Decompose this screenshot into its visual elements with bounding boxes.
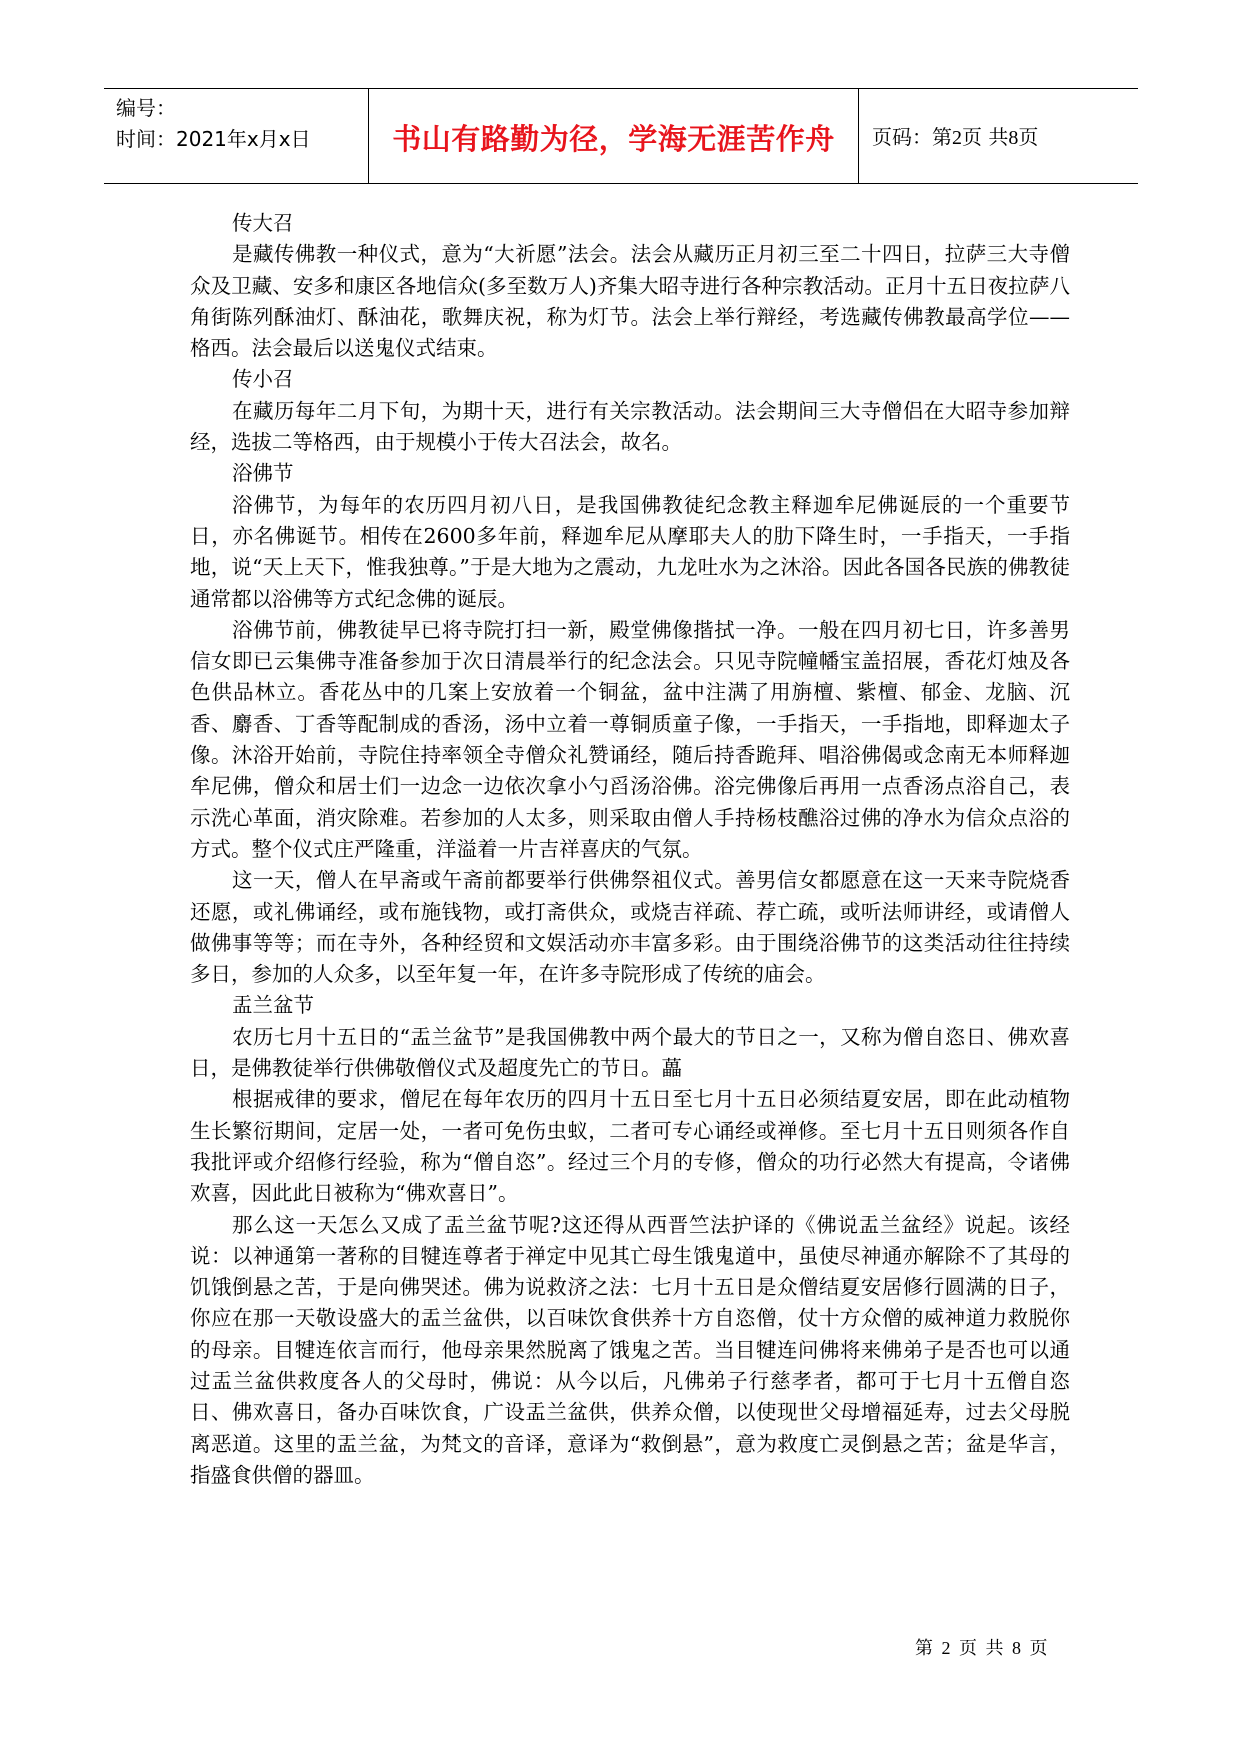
body-paragraph: 浴佛节，为每年的农历四月初八日，是我国佛教徒纪念教主释迦牟尼佛诞辰的一个重要节日，亦名佛诞节。相传在2600多年前，释迦牟尼从摩耶夫人的肋下降生时，一手指天，一手指地，说“天上天下，惟我独尊。”于是大地为之震动，九龙吐水为之沐浴。因此各国各民族的佛教徒通常都以浴佛等方式纪念佛的诞辰。 bbox=[190, 492, 1070, 611]
section-heading: 传大召 bbox=[232, 211, 294, 235]
header-divider bbox=[858, 89, 859, 183]
body-paragraph: 农历七月十五日的“盂兰盆节”是我国佛教中两个最大的节日之一，又称为僧自恣日、佛欢喜日，是佛教徒举行供佛敬僧仪式及超度先亡的节日。藟 bbox=[190, 1024, 1070, 1081]
body-paragraph: 那么这一天怎么又成了盂兰盆节呢?这还得从西晋竺法护译的《佛说盂兰盆经》说起。该经说：以神通第一著称的目犍连尊者于禅定中见其亡母生饿鬼道中，虽使尽神通亦解除不了其母的饥饿倒悬之苦，于是向佛哭述。佛为说救济之法：七月十五日是众僧结夏安居修行圆满的日子，你应在那一天敬设盛大的盂兰盆供，以百味饮食供养十方自恣僧，仗十方众僧的威神道力救脱你的母亲。目犍连依言而行，他母亲果然脱离了饿鬼之苦。当目犍连问佛将来佛弟子是否也可以通过盂兰盆供救度各人的父母时，佛说：从今以后，凡佛弟子行慈孝者，都可于七月十五僧自恣日、佛欢喜日，备办百味饮食，广设盂兰盆供，供养众僧，以使现世父母增福延寿，过去父母脱离恶道。这里的盂兰盆，为梵文的音译，意译为“救倒悬”，意为救度亡灵倒悬之苦；盆是华言，指盛食供僧的器皿。 bbox=[190, 1212, 1070, 1487]
body-paragraph: 浴佛节前，佛教徒早已将寺院打扫一新，殿堂佛像揩拭一净。一般在四月初七日，许多善男信女即已云集佛寺准备参加于次日清晨举行的纪念法会。只见寺院幢幡宝盖招展，香花灯烛及各色供品林立。香花丛中的几案上安放着一个铜盆，盆中注满了用旃檀、紫檀、郁金、龙脑、沉香、麝香、丁香等配制成的香汤，汤中立着一尊铜质童子像，一手指天，一手指地，即释迦太子像。沐浴开始前，寺院住持率领全寺僧众礼赞诵经，随后持香跪拜、唱浴佛偈或念南无本师释迦牟尼佛，僧众和居士们一边念一边依次拿小勺舀汤浴佛。浴完佛像后再用一点香汤点浴自己，表示洗心革面，消灾除难。若参加的人太多，则采取由僧人手持杨枝醮浴过佛的净水为信众点浴的方式。整个仪式庄严隆重，洋溢着一片吉祥喜庆的气氛。 bbox=[190, 617, 1070, 861]
page-total: 8 bbox=[1008, 127, 1019, 149]
header-page-info bbox=[872, 121, 1038, 150]
page-suffix: 页 bbox=[1018, 125, 1039, 149]
body-paragraph: 根据戒律的要求，僧尼在每年农历的四月十五日至七月十五日必须结夏安居，即在此动植物生长繁衍期间，定居一处，一者可免伤虫蚁，二者可专心诵经或禅修。至七月十五日则须各作自我批评或介绍修行经验，称为“僧自恣”。经过三个月的专修，僧众的功行必然大有提高，令诸佛欢喜，因此此日被称为“佛欢喜日”。 bbox=[190, 1087, 1070, 1206]
page-footer: 第 2 页 共 8 页 bbox=[915, 1638, 1048, 1658]
page-prefix: 页码：第 bbox=[872, 125, 952, 149]
header-meta bbox=[116, 93, 356, 155]
header-motto: 书山有路勤为径，学海无涯苦作舟 bbox=[392, 122, 835, 156]
page-mid: 页 共 bbox=[962, 125, 1009, 149]
section-heading: 浴佛节 bbox=[232, 461, 294, 486]
body-paragraph: 是藏传佛教一种仪式，意为“大祈愿”法会。法会从藏历正月初三至二十四日，拉萨三大寺僧众及卫藏、安多和康区各地信众(多至数万人)齐集大昭寺进行各种宗教活动。正月十五日夜拉萨八角街陈列酥油灯、酥油花，歌舞庆祝，称为灯节。法会上举行辩经，考选藏传佛教最高学位——格西。法会最后以送鬼仪式结束。 bbox=[190, 242, 1070, 361]
page-header bbox=[104, 88, 1138, 184]
document-body bbox=[190, 208, 1070, 1491]
section-heading: 盂兰盆节 bbox=[232, 993, 314, 1018]
section-heading: 传小召 bbox=[232, 367, 294, 392]
body-paragraph: 这一天，僧人在早斋或午斋前都要举行供佛祭祖仪式。善男信女都愿意在这一天来寺院烧香还愿，或礼佛诵经，或布施钱物，或打斋供众，或烧吉祥疏、荐亡疏，或听法师讲经，或请僧人做佛事等等；而在寺外，各种经贸和文娱活动亦丰富多彩。由于围绕浴佛节的这类活动往往持续多日，参加的人众多，以至年复一年，在许多寺院形成了传统的庙会。 bbox=[190, 868, 1070, 987]
document-number-label: 编号： bbox=[116, 96, 176, 120]
body-paragraph: 在藏历每年二月下旬，为期十天，进行有关宗教活动。法会期间三大寺僧侣在大昭寺参加辩经，选拔二等格西，由于规模小于传大召法会，故名。 bbox=[190, 398, 1070, 455]
page-current: 2 bbox=[952, 127, 962, 149]
document-time-label: 时间：2021年x月x日 bbox=[116, 127, 311, 151]
